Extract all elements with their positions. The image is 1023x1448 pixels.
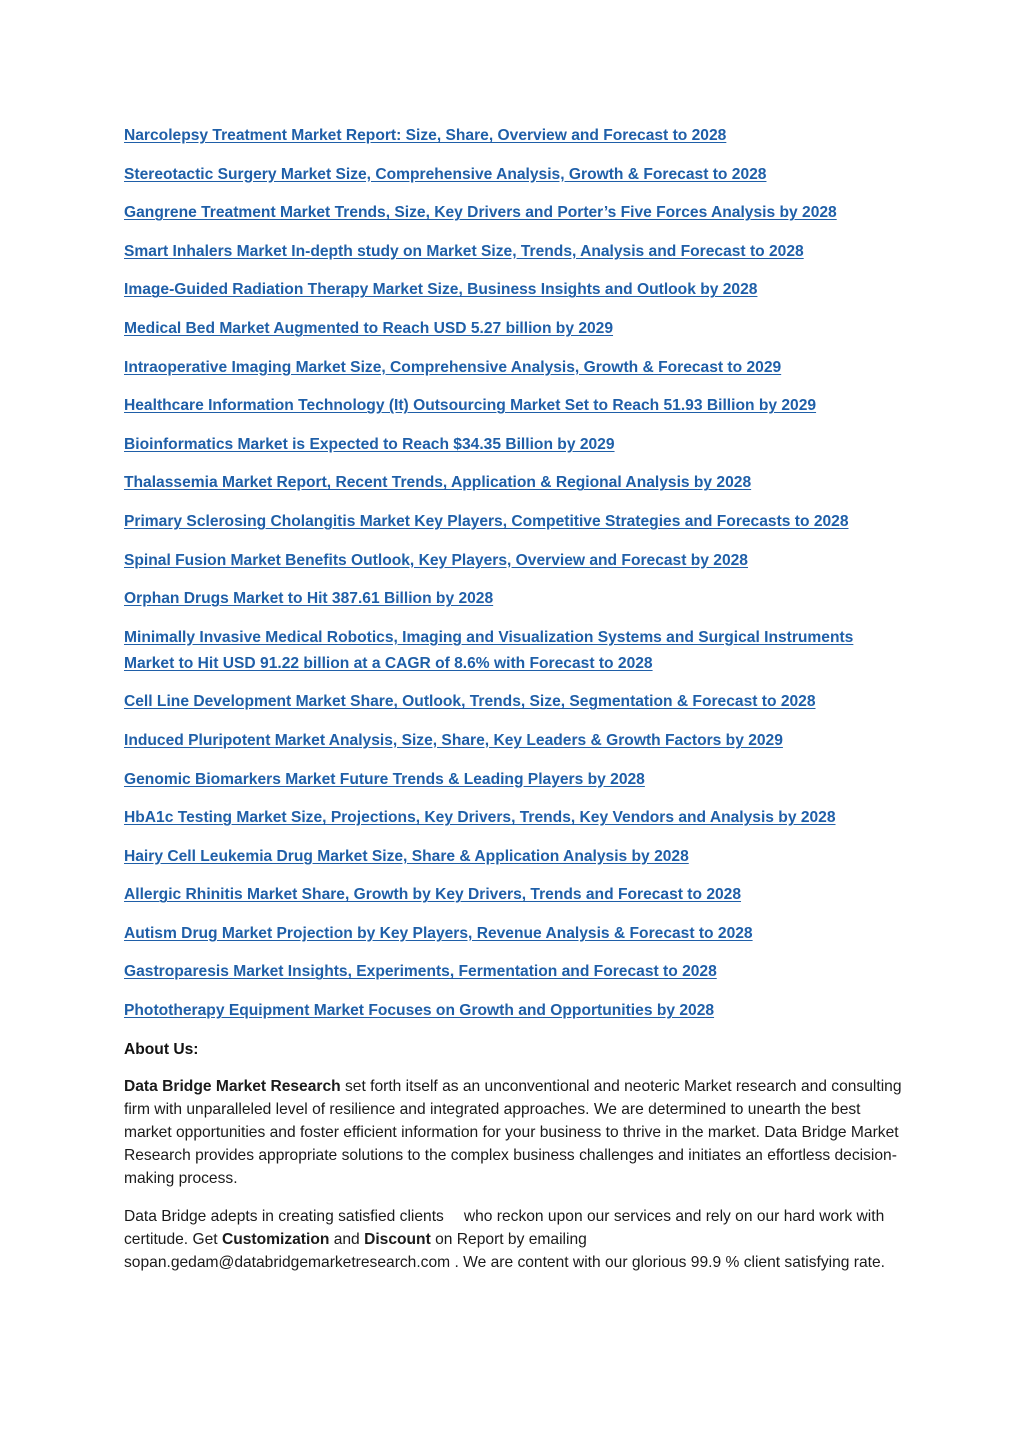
list-item [124,162,904,188]
list-item [124,805,904,831]
list-item [124,509,904,535]
list-item [124,767,904,793]
report-link[interactable]: Image-Guided Radiation Therapy Market Size, Business Insights and Outlook by 2028 [124,281,758,299]
report-link[interactable]: Minimally Invasive Medical Robotics, Imaging and Visualization Systems and Surgical Instruments Market to Hit USD 91.22 billion at a CAGR of 8.6% with Forecast to 2028 [124,628,854,672]
report-link[interactable]: Thalassemia Market Report, Recent Trends, Application & Regional Analysis by 2028 [124,474,752,492]
list-item [124,123,904,149]
report-link[interactable]: Genomic Biomarkers Market Future Trends & Leading Players by 2028 [124,770,645,788]
report-link[interactable]: Induced Pluripotent Market Analysis, Size, Share, Key Leaders & Growth Factors by 2029 [124,731,783,749]
list-item [124,355,904,381]
report-link[interactable]: Gangrene Treatment Market Trends, Size, Key Drivers and Porter’s Five Forces Analysis by 2028 [124,204,837,222]
report-link[interactable]: Phototherapy Equipment Market Focuses on Growth and Opportunities by 2028 [124,1002,715,1020]
list-item [124,432,904,458]
list-item [124,393,904,419]
discount-label: Discount [364,1230,431,1248]
about-paragraph-2-mid: who reckon upon our services and rely on our hard work with certitude. Get [124,1207,885,1248]
report-links-list [124,123,904,1024]
list-item [124,200,904,226]
document-page [124,123,904,1288]
report-link[interactable]: Primary Sclerosing Cholangitis Market Key Players, Competitive Strategies and Forecasts to 2028 [124,512,849,530]
list-item [124,316,904,342]
report-link[interactable]: Intraoperative Imaging Market Size, Comprehensive Analysis, Growth & Forecast to 2029 [124,358,782,376]
report-link[interactable]: Healthcare Information Technology (It) Outsourcing Market Set to Reach 51.93 Billion by 2029 [124,397,817,415]
list-item [124,882,904,908]
about-paragraph-2-start: Data Bridge adepts in creating satisfied clients [124,1207,444,1225]
report-link[interactable]: Allergic Rhinitis Market Share, Growth by Key Drivers, Trends and Forecast to 2028 [124,886,742,904]
list-item [124,625,904,677]
report-link[interactable]: Stereotactic Surgery Market Size, Comprehensive Analysis, Growth & Forecast to 2028 [124,165,767,183]
list-item [124,586,904,612]
about-paragraph-1 [124,1075,904,1191]
report-link[interactable]: Autism Drug Market Projection by Key Players, Revenue Analysis & Forecast to 2028 [124,924,753,942]
list-item [124,548,904,574]
report-link[interactable]: Spinal Fusion Market Benefits Outlook, Key Players, Overview and Forecast by 2028 [124,551,748,569]
report-link[interactable]: Bioinformatics Market is Expected to Reach $34.35 Billion by 2029 [124,435,615,453]
company-name: Data Bridge Market Research [124,1077,341,1095]
about-us-heading: About Us: [124,1040,199,1058]
report-link[interactable]: HbA1c Testing Market Size, Projections, Key Drivers, Trends, Key Vendors and Analysis by 2028 [124,809,836,827]
customization-label: Customization [221,1230,330,1248]
list-item [124,959,904,985]
and-label: and [329,1230,365,1248]
report-link[interactable]: Hairy Cell Leukemia Drug Market Size, Share & Application Analysis by 2028 [124,847,689,865]
report-link[interactable]: Medical Bed Market Augmented to Reach USD 5.27 billion by 2029 [124,319,614,337]
about-paragraph-2 [124,1205,904,1275]
report-link[interactable]: Gastroparesis Market Insights, Experiments, Fermentation and Forecast to 2028 [124,963,717,981]
about-paragraph-1-text: set forth itself as an unconventional and neoteric Market research and consulting firm with unparalleled level of resilience and integrated approaches. We are determined to unearth the best market opportunities and foster efficient information for your business to thrive in the market. Data Bridge Market Research provides appropriate solutions to the complex business challenges and initiates an effortless decision-making process. [124,1077,902,1188]
list-item [124,998,904,1024]
list-item [124,277,904,303]
list-item [124,728,904,754]
list-item [124,844,904,870]
report-link[interactable]: Smart Inhalers Market In-depth study on Market Size, Trends, Analysis and Forecast to 2028 [124,242,804,260]
list-item [124,239,904,265]
list-item [124,470,904,496]
about-paragraph-2-end: on Report by emailing sopan.gedam@databridgemarketresearch.com . We are content with our glorious 99.9 % client satisfying rate. [124,1230,885,1272]
list-item [124,921,904,947]
report-link[interactable]: Orphan Drugs Market to Hit 387.61 Billion by 2028 [124,590,494,608]
report-link[interactable]: Narcolepsy Treatment Market Report: Size, Share, Overview and Forecast to 2028 [124,127,727,144]
list-item [124,689,904,715]
report-link[interactable]: Cell Line Development Market Share, Outlook, Trends, Size, Segmentation & Forecast to 2028 [124,693,816,711]
